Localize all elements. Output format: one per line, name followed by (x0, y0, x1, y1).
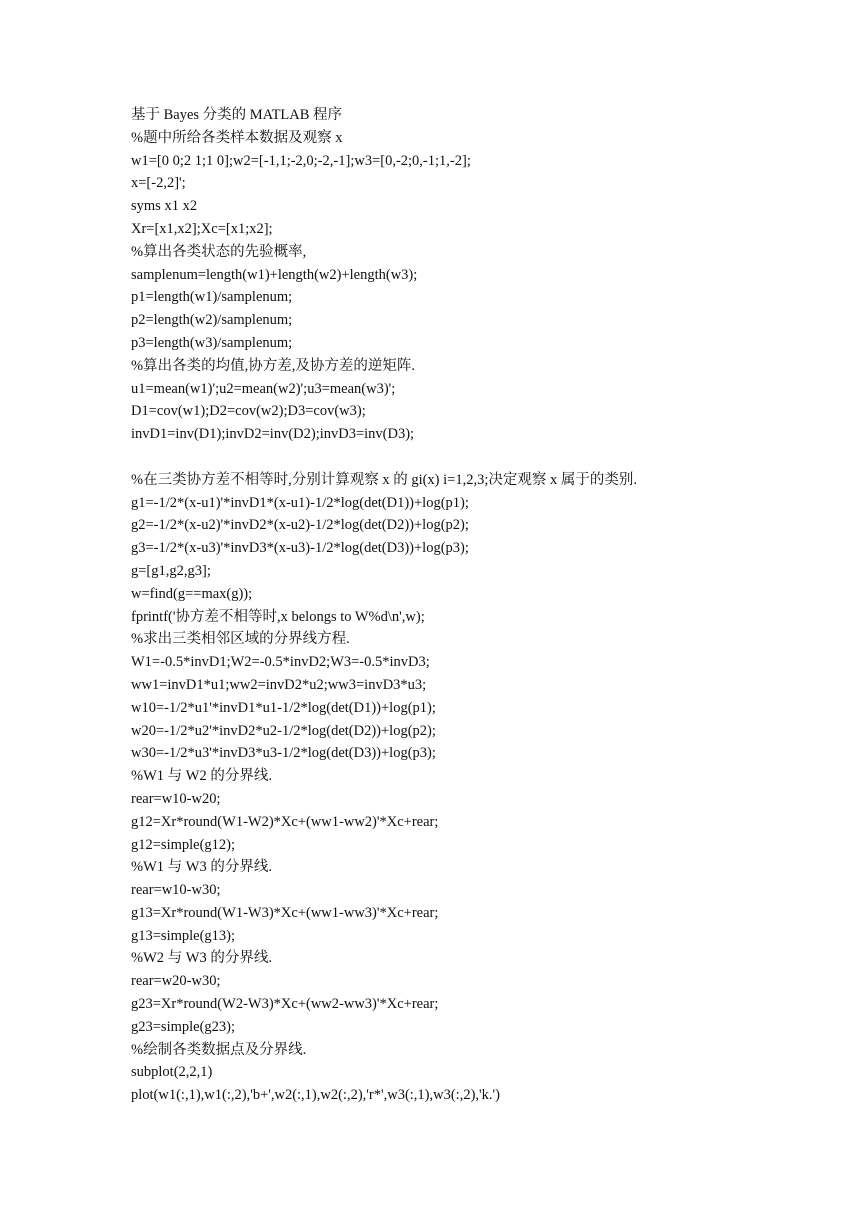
comment-line: %算出各类的均值,协方差,及协方差的逆矩阵. (131, 357, 415, 374)
code-line: g1=-1/2*(x-u1)'*invD1*(x-u1)-1/2*log(det(D1))+log(p1); (131, 494, 469, 511)
code-line: samplenum=length(w1)+length(w2)+length(w3); (131, 266, 418, 283)
code-line: rear=w10-w30; (131, 882, 221, 899)
code-line: u1=mean(w1)';u2=mean(w2)';u3=mean(w3)'; (131, 380, 396, 397)
code-line: Xr=[x1,x2];Xc=[x1;x2]; (131, 220, 273, 237)
code-line: p3=length(w3)/samplenum; (131, 334, 293, 351)
code-line: g3=-1/2*(x-u3)'*invD3*(x-u3)-1/2*log(det(D3))+log(p3); (131, 540, 469, 557)
blank-line (131, 446, 831, 469)
code-line: g23=simple(g23); (131, 1018, 236, 1035)
code-line: g=[g1,g2,g3]; (131, 562, 211, 579)
code-line: D1=cov(w1);D2=cov(w2);D3=cov(w3); (131, 403, 366, 420)
code-line: g2=-1/2*(x-u2)'*invD2*(x-u2)-1/2*log(det(D2))+log(p2); (131, 517, 469, 534)
code-line: p2=length(w2)/samplenum; (131, 312, 293, 329)
code-line: plot(w1(:,1),w1(:,2),'b+',w2(:,1),w2(:,2),'r*',w3(:,1),w3(:,2),'k.') (131, 1087, 500, 1104)
code-line: g23=Xr*round(W2-W3)*Xc+(ww2-ww3)'*Xc+rear; (131, 996, 439, 1013)
code-line: g13=Xr*round(W1-W3)*Xc+(ww1-ww3)'*Xc+rear; (131, 904, 439, 921)
code-line: w10=-1/2*u1'*invD1*u1-1/2*log(det(D1))+log(p1); (131, 699, 436, 716)
comment-line: %W1 与 W2 的分界线. (131, 768, 272, 785)
code-line: g13=simple(g13); (131, 927, 236, 944)
comment-line: %求出三类相邻区域的分界线方程. (131, 631, 350, 648)
code-line: w1=[0 0;2 1;1 0];w2=[-1,1;-2,0;-2,-1];w3=[0,-2;0,-1;1,-2]; (131, 152, 471, 169)
comment-line: %题中所给各类样本数据及观察 x (131, 129, 343, 146)
code-line: w=find(g==max(g)); (131, 585, 253, 602)
code-line: p1=length(w1)/samplenum; (131, 289, 293, 306)
comment-line: %W1 与 W3 的分界线. (131, 859, 272, 876)
code-line: g12=Xr*round(W1-W2)*Xc+(ww1-ww2)'*Xc+rear; (131, 813, 439, 830)
code-line: rear=w20-w30; (131, 973, 221, 990)
comment-line: %在三类协方差不相等时,分别计算观察 x 的 gi(x) i=1,2,3;决定观察 x 属于的类别. (131, 471, 637, 488)
code-line: w20=-1/2*u2'*invD2*u2-1/2*log(det(D2))+log(p2); (131, 722, 436, 739)
code-line: fprintf('协方差不相等时,x belongs to W%d\n',w); (131, 608, 425, 625)
code-line: invD1=inv(D1);invD2=inv(D2);invD3=inv(D3); (131, 426, 415, 443)
comment-line: %W2 与 W3 的分界线. (131, 950, 272, 967)
comment-line: %绘制各类数据点及分界线. (131, 1041, 307, 1058)
code-line: subplot(2,2,1) (131, 1064, 213, 1081)
code-line: w30=-1/2*u3'*invD3*u3-1/2*log(det(D3))+log(p3); (131, 745, 436, 762)
code-line: syms x1 x2 (131, 198, 198, 215)
code-line: W1=-0.5*invD1;W2=-0.5*invD2;W3=-0.5*invD3; (131, 654, 430, 671)
code-line: g12=simple(g12); (131, 836, 236, 853)
comment-line: %算出各类状态的先验概率, (131, 243, 307, 260)
matlab-code-listing (131, 104, 831, 1107)
title-line: 基于 Bayes 分类的 MATLAB 程序 (131, 107, 343, 123)
code-line: ww1=invD1*u1;ww2=invD2*u2;ww3=invD3*u3; (131, 676, 427, 693)
code-line: rear=w10-w20; (131, 790, 221, 807)
code-line: x=[-2,2]'; (131, 175, 186, 192)
